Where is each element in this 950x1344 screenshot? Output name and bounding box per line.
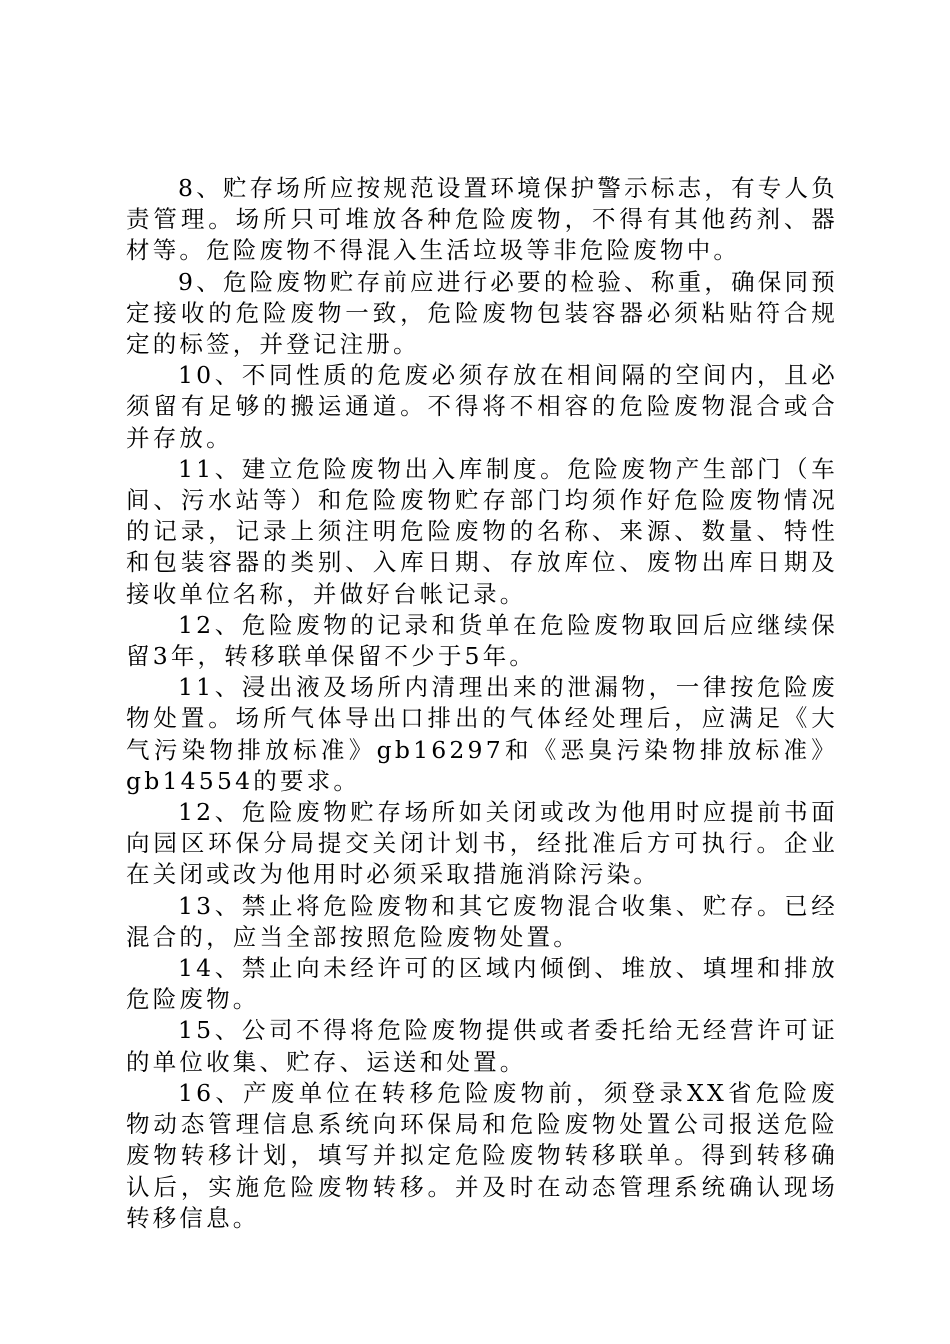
- paragraph-11: 11、建立危险废物出入库制度。危险废物产生部门（车间、污水站等）和危险废物贮存部门均须作好危险废物情况的记录，记录上须注明危险废物的名称、来源、数量、特性和包装容器的类别、入库日期、存放库位、废物出库日期及接收单位名称，并做好台帐记录。: [126, 454, 838, 608]
- paragraph-8: 8、贮存场所应按规范设置环境保护警示标志，有专人负责管理。场所只可堆放各种危险废物，不得有其他药剂、器材等。危险废物不得混入生活垃圾等非危险废物中。: [126, 174, 838, 265]
- paragraph-15: 15、公司不得将危险废物提供或者委托给无经营许可证的单位收集、贮存、运送和处置。: [126, 1016, 838, 1076]
- paragraph-12: 12、危险废物的记录和货单在危险废物取回后应继续保留3年，转移联单保留不少于5年。: [126, 610, 838, 671]
- document-body: [126, 173, 838, 1234]
- paragraph-14: 14、禁止向未经许可的区域内倾倒、堆放、填埋和排放危险废物。: [126, 954, 838, 1014]
- paragraph-9: 9、危险废物贮存前应进行必要的检验、称重，确保同预定接收的危险废物一致，危险废物包装容器必须粘贴符合规定的标签，并登记注册。: [126, 267, 838, 359]
- paragraph-11-b: 11、浸出液及场所内清理出来的泄漏物，一律按危险废物处置。场所气体导出口排出的气体经处理后，应满足《大气污染物排放标准》gb16297和《恶臭污染物排放标准》gb14554的要求。: [126, 673, 838, 795]
- paragraph-10: 10、不同性质的危废必须存放在相间隔的空间内，且必须留有足够的搬运通道。不得将不相容的危险废物混合或合并存放。: [126, 361, 838, 452]
- paragraph-16: 16、产废单位在转移危险废物前，须登录XX省危险废物动态管理信息系统向环保局和危险废物处置公司报送危险废物转移计划，填写并拟定危险废物转移联单。得到转移确认后，实施危险废物转移。并及时在动态管理系统确认现场转移信息。: [126, 1078, 838, 1232]
- paragraph-12-b: 12、危险废物贮存场所如关闭或改为他用时应提前书面向园区环保分局提交关闭计划书，经批准后方可执行。企业在关闭或改为他用时必须采取措施消除污染。: [126, 798, 838, 889]
- paragraph-13: 13、禁止将危险废物和其它废物混合收集、贮存。已经混合的，应当全部按照危险废物处置。: [126, 891, 838, 951]
